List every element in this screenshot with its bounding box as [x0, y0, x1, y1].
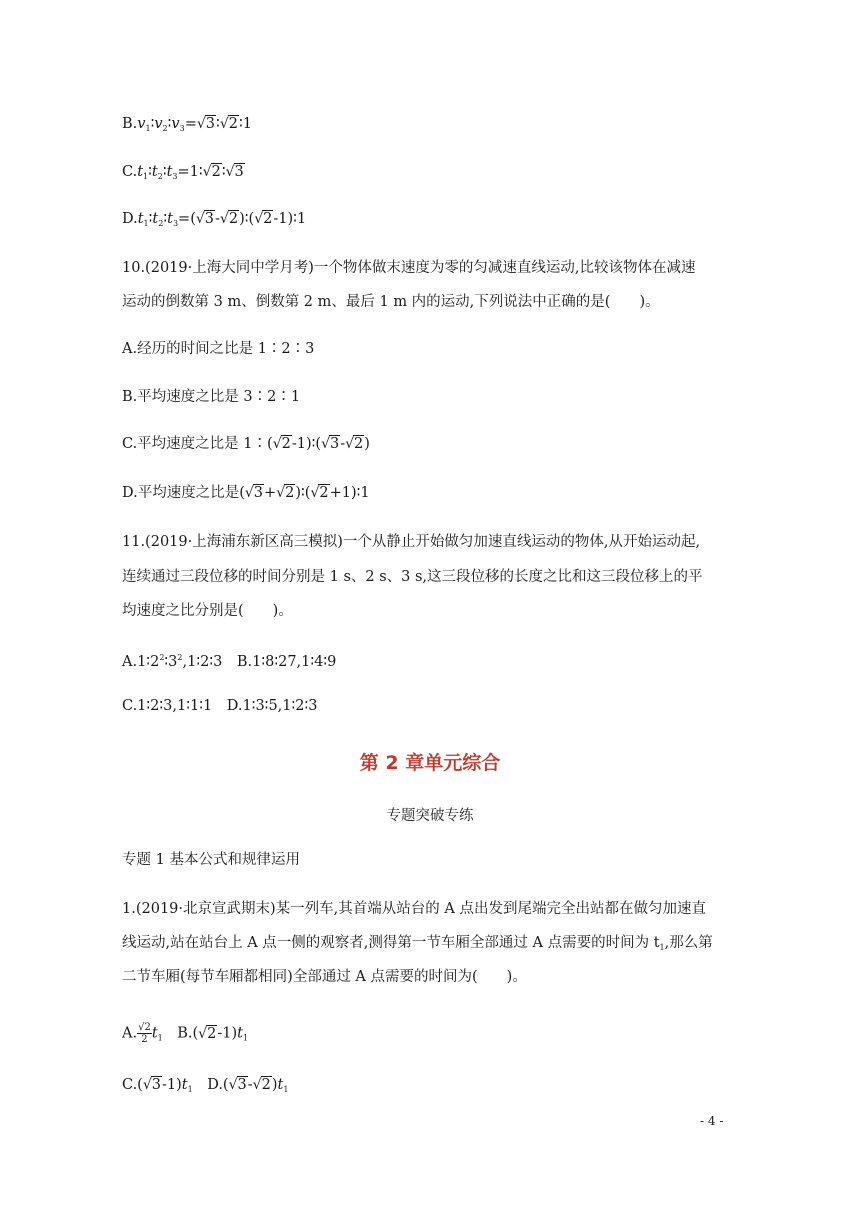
q11-options-cd: C.1∶2∶3,1∶1∶1 D.1∶3∶5,1∶2∶3 [122, 698, 318, 714]
q10-option-c: C.平均速度之比是 1∶(√2-1)∶(√3-√2) [122, 436, 370, 452]
q1-stem-line-3: 二节车厢(每节车厢都相同)全部通过 A 点需要的时间为( )。 [122, 969, 527, 985]
q1-stem-line-2: 线运动,站在站台上 A 点一侧的观察者,测得第一节车厢全部通过 A 点需要的时间为 $t_1$,那么第 [122, 935, 713, 952]
q9-option-d: $D.t_1∶t_2∶t_3=(√3-√2)∶(√2-1)∶1$ [122, 211, 307, 228]
q11-stem-line-3: 均速度之比分别是( )。 [122, 603, 293, 619]
topic-heading: 专题 1 基本公式和规律运用 [122, 852, 300, 868]
q1-stem-line-1: 1.(2019·北京宣武期末)某一列车,其首端从站台的 A 点出发到尾端完全出站都在做匀加速直 [122, 901, 706, 917]
q11-stem-line-1: 11.(2019·上海浦东新区高三模拟)一个从静止开始做匀加速直线运动的物体,从开始运动起, [122, 534, 701, 550]
page-number: - 4 - [700, 1114, 724, 1128]
fraction: $\frac{√2}{2}$ [138, 1022, 151, 1045]
q10-stem-line-2: 运动的倒数第 3 m、倒数第 2 m、最后 1 m 内的运动,下列说法中正确的是( )。 [122, 294, 660, 310]
chapter-title: 第 2 章单元综合 [359, 752, 501, 774]
q1-options-cd: $C.(√3-1)t_1$ $D.(√3-√2)t_1$ [122, 1077, 289, 1094]
q11-stem-line-2: 连续通过三段位移的时间分别是 1 s、2 s、3 s,这三段位移的长度之比和这三段位移上的平 [122, 569, 703, 585]
q9-option-b: $B.v_1∶v_2∶v_3=√3∶√2∶1$ [122, 116, 252, 133]
q9-option-c: $C.t_1∶t_2∶t_3=1∶√2∶√3$ [122, 164, 244, 181]
section-title: 专题突破专练 [386, 808, 474, 824]
q10-stem-line-1: 10.(2019·上海大同中学月考)一个物体做末速度为零的匀减速直线运动,比较该物体在减速 [122, 260, 696, 276]
q11-options-ab: $A.1∶2^2∶3^2,1∶2∶3$ B.1∶8∶27,1∶4∶9 [122, 653, 337, 670]
q10-option-d: D.平均速度之比是(√3+√2)∶(√2+1)∶1 [122, 485, 370, 501]
q10-option-a: A.经历的时间之比是 1∶2∶3 [122, 341, 315, 357]
q10-option-b: B.平均速度之比是 3∶2∶1 [122, 389, 301, 405]
q1-options-ab: A. $\frac{√2}{2}$ $t_1$ $B.(√2-1)t_1$ [122, 1022, 249, 1045]
